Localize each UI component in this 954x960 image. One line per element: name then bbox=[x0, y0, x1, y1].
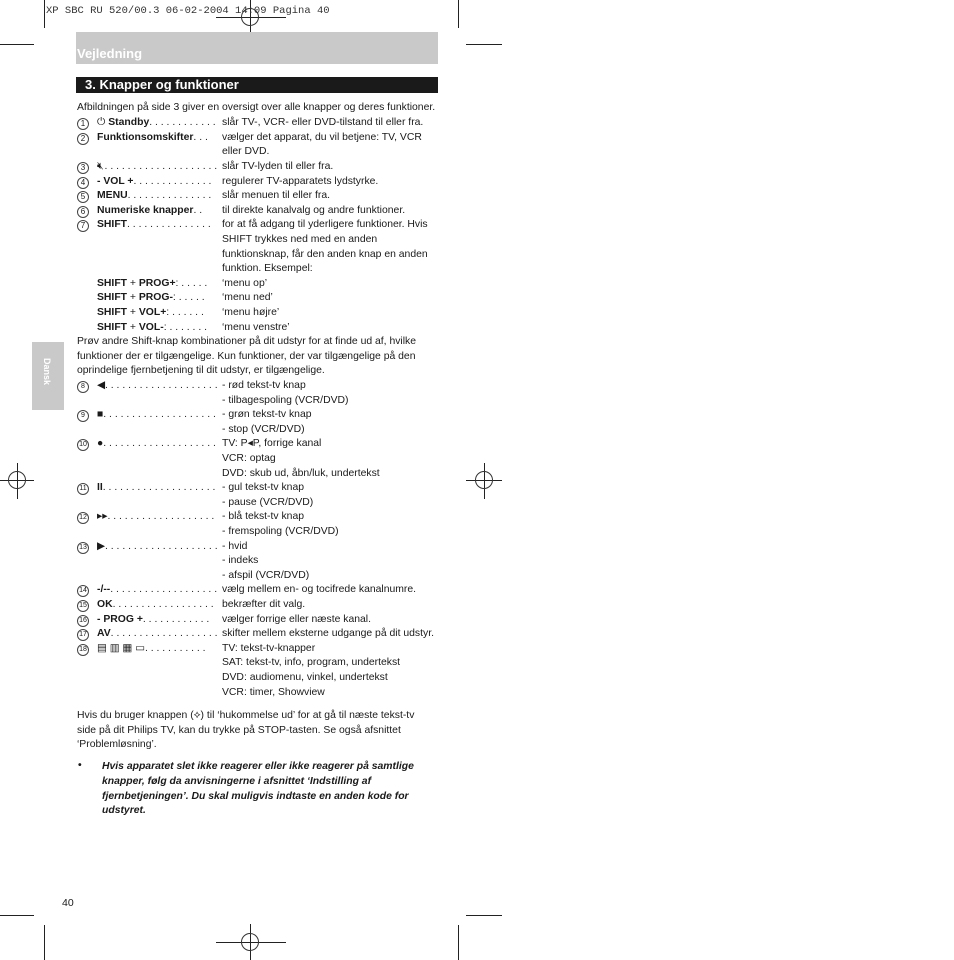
item-key: Funktionsomskifter bbox=[97, 131, 194, 143]
section-header bbox=[76, 77, 438, 93]
crop-mark bbox=[458, 925, 459, 960]
registration-mark bbox=[241, 933, 259, 951]
item-dots: . . . . . . . . . . . . . . . bbox=[127, 190, 212, 202]
button-icon: OK bbox=[97, 599, 113, 610]
item-dots: : . . . . . bbox=[175, 277, 208, 289]
plus-sign: + bbox=[127, 277, 139, 289]
intro-text: Afbildningen på side 3 giver en oversigt over alle knapper og deres funktioner. bbox=[77, 102, 436, 113]
item-desc: til direkte kanalvalg og andre funktioner. bbox=[222, 204, 406, 216]
item-key-row bbox=[97, 642, 206, 657]
crop-mark bbox=[466, 44, 502, 45]
item-desc: DVD: skub ud, åbn/luk, undertekst bbox=[222, 467, 380, 479]
item-dots: . . . . . . . . . . . . . . bbox=[133, 175, 212, 187]
item-dots: : . . . . . bbox=[172, 292, 205, 304]
item-key-row bbox=[97, 583, 217, 598]
item-number: 16 bbox=[77, 615, 89, 627]
combo-desc: ‘menu op’ bbox=[222, 277, 268, 289]
item-key-row bbox=[97, 510, 214, 525]
item-dots: . . . . . . . . . . . . . . . . . . . . bbox=[103, 409, 216, 421]
item-key-row bbox=[97, 175, 211, 190]
item-desc: slår TV-, VCR- eller DVD-tilstand til eller fra. bbox=[222, 117, 424, 128]
item-dots: . . . . . . . . . . . . . . . . . . . . bbox=[102, 482, 216, 494]
item-desc: - afspil (VCR/DVD) bbox=[222, 569, 310, 581]
language-tab-label: Dansk bbox=[42, 358, 52, 386]
item-desc: - tilbagespoling (VCR/DVD) bbox=[222, 394, 349, 406]
item-desc: VCR: timer, Showview bbox=[222, 686, 325, 698]
item-desc: - rød tekst-tv knap bbox=[222, 380, 306, 391]
item-key-row bbox=[97, 379, 218, 394]
button-icon: ● bbox=[97, 438, 104, 450]
item-dots: . . . . . . . . . . . . . . . bbox=[127, 219, 211, 231]
item-desc: vælg mellem en- og tocifrede kanalnumre. bbox=[222, 584, 417, 596]
shift-combo bbox=[97, 306, 204, 321]
shift-desc-line: SHIFT trykkes ned med en anden bbox=[222, 234, 378, 245]
item-dots: . . . bbox=[193, 131, 208, 143]
button-icon: AV bbox=[97, 628, 111, 640]
combo-key: SHIFT bbox=[97, 307, 128, 318]
item-desc: VCR: optag bbox=[222, 453, 276, 464]
item-desc: - stop (VCR/DVD) bbox=[222, 423, 305, 435]
item-number: 15 bbox=[77, 600, 89, 612]
item-key: - VOL + bbox=[97, 175, 134, 187]
item-number: 4 bbox=[77, 177, 89, 189]
item-key: MENU bbox=[97, 190, 128, 202]
item-key-row bbox=[97, 540, 218, 555]
item-number: 17 bbox=[77, 629, 89, 641]
item-key: Numeriske knapper bbox=[97, 204, 194, 216]
item-number: 13 bbox=[77, 542, 89, 554]
button-icon: ■ bbox=[97, 409, 104, 421]
item-key-row bbox=[97, 481, 215, 496]
crop-mark bbox=[44, 0, 45, 28]
item-key-row bbox=[97, 131, 208, 146]
item-key-row bbox=[97, 204, 202, 219]
item-key-row bbox=[97, 598, 214, 613]
crop-mark bbox=[466, 915, 502, 916]
item-dots: : . . . . . . . bbox=[163, 321, 207, 333]
item-key-row bbox=[97, 189, 211, 204]
item-number: 8 bbox=[77, 381, 89, 393]
item-dots: . . . . . . . . . . . . . . . . . . . bbox=[107, 511, 215, 523]
item-desc: DVD: audiomenu, vinkel, undertekst bbox=[222, 672, 388, 683]
button-icon: - PROG + bbox=[97, 613, 143, 625]
item-desc: regulerer TV-apparatets lydstyrke. bbox=[222, 175, 379, 187]
shift-combo bbox=[97, 321, 207, 336]
crop-mark bbox=[0, 915, 34, 916]
item-desc: for at få adgang til yderligere funktioner. Hvis bbox=[222, 219, 428, 231]
crop-mark bbox=[458, 0, 459, 28]
print-slug: XP SBC RU 520/00.3 06-02-2004 14:09 Pagina 40 bbox=[46, 5, 330, 17]
combo-key: SHIFT bbox=[97, 277, 128, 289]
combo-key: VOL- bbox=[138, 321, 164, 333]
item-desc: vælger det apparat, du vil betjene: TV, VCR bbox=[222, 131, 422, 143]
item-number: 3 bbox=[77, 162, 89, 174]
item-desc: TV: tekst-tv-knapper bbox=[222, 642, 316, 654]
item-desc: eller DVD. bbox=[222, 146, 270, 158]
item-desc: - blå tekst-tv knap bbox=[222, 511, 305, 523]
item-dots: . . . . . . . . . . . . . . . . . . . . bbox=[104, 161, 218, 172]
language-tab bbox=[32, 342, 64, 410]
item-key-row bbox=[97, 116, 216, 131]
item-number: 6 bbox=[77, 206, 89, 218]
combo-desc: ‘menu højre’ bbox=[222, 307, 280, 318]
memory-text-line: ‘Problemløsning’. bbox=[77, 739, 157, 751]
item-desc: - fremspoling (VCR/DVD) bbox=[222, 526, 339, 537]
crop-mark bbox=[44, 925, 45, 960]
item-dots: . . . . . . . . . . . . . . . . . . . bbox=[110, 628, 218, 640]
registration-mark bbox=[8, 471, 26, 489]
item-desc: TV: P◂P, forrige kanal bbox=[222, 438, 322, 450]
try-text-line: funktioner der er tilgængelige. Kun funktioner, der var tilgængelige på den bbox=[77, 350, 416, 362]
item-key-row bbox=[97, 627, 218, 642]
item-desc: - indeks bbox=[222, 555, 259, 567]
item-dots: . . . . . . . . . . . . bbox=[149, 117, 216, 128]
try-text-line: oprindelige fjernbetjening til dit udstyr, er tilgængelige. bbox=[77, 365, 325, 377]
item-number: 12 bbox=[77, 512, 89, 524]
shift-desc-line: funktion. Eksempel: bbox=[222, 263, 313, 275]
shift-combo bbox=[97, 277, 207, 292]
item-number: 2 bbox=[77, 133, 89, 145]
combo-key: VOL+ bbox=[138, 307, 167, 318]
mute-icon: 🔇︎ bbox=[97, 161, 104, 172]
item-number: 1 bbox=[77, 118, 89, 130]
button-icon: -/-- bbox=[97, 584, 111, 596]
page-number: 40 bbox=[62, 897, 74, 909]
item-dots: . . . . . . . . . . . . . . . . . . . . bbox=[105, 380, 218, 391]
button-icon: ▤ ▥ ▦ ▭ bbox=[97, 642, 145, 654]
shift-desc-line: funktionsknap, får den anden knap en anden bbox=[222, 248, 428, 260]
registration-mark bbox=[475, 471, 493, 489]
warning-text: Hvis apparatet slet ikke reagerer eller ikke reagerer på samtlige knapper, følg da anvisningerne i afsnittet ‘Indstilling af fjernbetjeningen’. Du skal muligvis indtaste en anden kode for udstyret. bbox=[102, 761, 414, 817]
item-desc: skifter mellem eksterne udgange på dit udstyr. bbox=[222, 628, 434, 640]
item-dots: : . . . . . . bbox=[166, 307, 204, 318]
item-dots: . . . . . . . . . . . . bbox=[142, 613, 210, 625]
item-dots: . . bbox=[193, 204, 203, 216]
chapter-header bbox=[76, 32, 438, 64]
combo-key: PROG- bbox=[138, 292, 173, 304]
combo-key: PROG+ bbox=[138, 277, 176, 289]
button-icon: ▶ bbox=[97, 540, 105, 552]
shift-combo bbox=[97, 291, 205, 306]
combo-key: SHIFT bbox=[97, 321, 128, 333]
item-key-row bbox=[97, 613, 209, 628]
item-dots: . . . . . . . . . . . . . . . . . . . . bbox=[105, 540, 218, 552]
item-desc: vælger forrige eller næste kanal. bbox=[222, 613, 372, 625]
memory-text-line: Hvis du bruger knappen (⟡) til ‘hukommelse ud’ for at gå til næste tekst-tv bbox=[77, 710, 415, 721]
item-key: SHIFT bbox=[97, 219, 128, 231]
item-desc: SAT: tekst-tv, info, program, undertekst bbox=[222, 657, 401, 669]
plus-sign: + bbox=[127, 307, 139, 318]
item-number: 9 bbox=[77, 410, 89, 422]
chapter-title: Vejledning bbox=[77, 46, 143, 61]
item-key-row bbox=[97, 218, 211, 233]
item-number: 10 bbox=[77, 439, 89, 451]
item-desc: bekræfter dit valg. bbox=[222, 599, 306, 610]
item-key-row bbox=[97, 408, 216, 423]
memory-text-line: side på dit Philips TV, kan du trykke på STOP-tasten. Se også afsnittet bbox=[77, 724, 401, 736]
standby-icon: ⏻ bbox=[97, 117, 106, 128]
item-dots: . . . . . . . . . . . . . . . . . . bbox=[112, 599, 214, 610]
combo-desc: ‘menu ned’ bbox=[222, 292, 273, 304]
item-key: Standby bbox=[108, 117, 150, 128]
item-key-row bbox=[97, 160, 217, 175]
crop-mark bbox=[0, 44, 34, 45]
item-number: 7 bbox=[77, 220, 89, 232]
item-key-row bbox=[97, 437, 216, 452]
button-icon: ◀ bbox=[97, 380, 105, 391]
item-dots: . . . . . . . . . . . . . . . . . . . bbox=[110, 584, 218, 596]
item-desc: slår menuen til eller fra. bbox=[222, 190, 330, 202]
item-number: 11 bbox=[77, 483, 89, 495]
button-icon: ▸▸ bbox=[97, 511, 108, 523]
item-desc: - gul tekst-tv knap bbox=[222, 482, 305, 494]
section-title: 3. Knapper og funktioner bbox=[85, 77, 239, 92]
item-desc: - pause (VCR/DVD) bbox=[222, 496, 314, 508]
warning-bullet: • bbox=[78, 760, 82, 771]
plus-sign: + bbox=[127, 292, 139, 304]
item-number: 5 bbox=[77, 191, 89, 203]
item-dots: . . . . . . . . . . . bbox=[144, 642, 206, 654]
item-desc: - hvid bbox=[222, 540, 248, 552]
button-icon: II bbox=[97, 482, 103, 494]
item-dots: . . . . . . . . . . . . . . . . . . . . bbox=[103, 438, 216, 450]
item-number: 18 bbox=[77, 644, 89, 656]
item-number: 14 bbox=[77, 585, 89, 597]
item-desc: slår TV-lyden til eller fra. bbox=[222, 161, 334, 172]
combo-desc: ‘menu venstre’ bbox=[222, 321, 290, 333]
combo-key: SHIFT bbox=[97, 292, 128, 304]
try-text-line: Prøv andre Shift-knap kombinationer på dit udstyr for at finde ud af, hvilke bbox=[77, 336, 417, 348]
item-desc: - grøn tekst-tv knap bbox=[222, 409, 312, 421]
plus-sign: + bbox=[127, 321, 139, 333]
